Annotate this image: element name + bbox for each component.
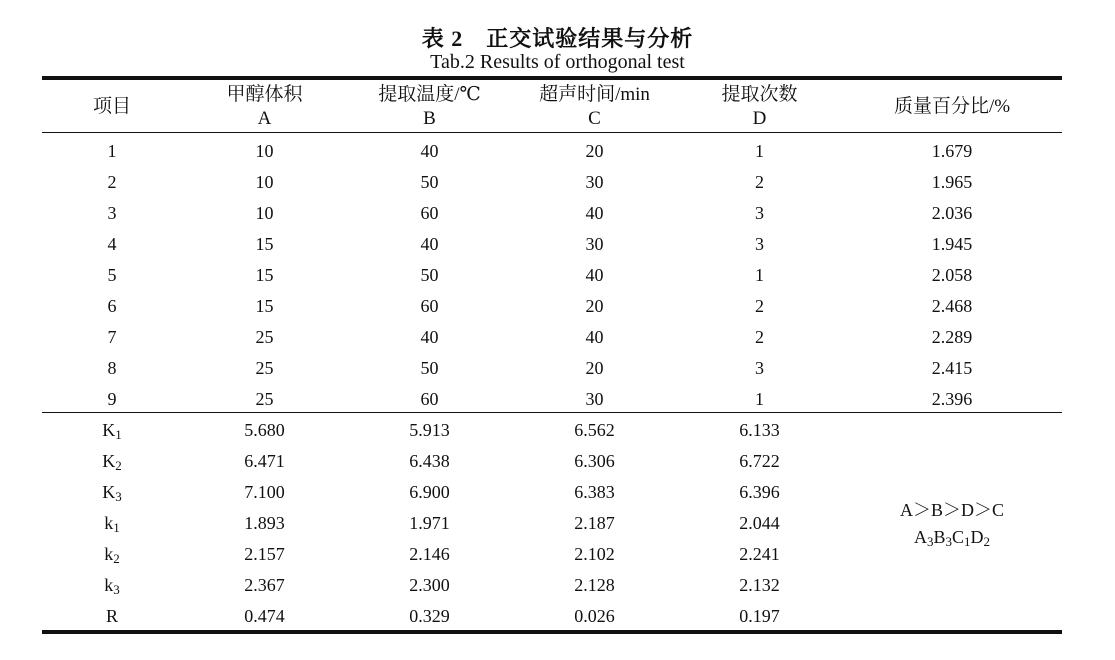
table-cell: 25 — [255, 327, 274, 347]
table-cell: 40 — [420, 141, 439, 161]
table-cell: 2.415 — [931, 358, 973, 378]
table-cell: 4 — [107, 234, 117, 254]
table-cell: 1.945 — [931, 234, 973, 254]
table-cell: 25 — [255, 389, 274, 409]
stats-label: $K_1$ — [102, 420, 122, 442]
table-cell: 1 — [107, 141, 117, 161]
table-row — [42, 229, 1062, 260]
top-rule — [42, 76, 1062, 80]
table-cell: 60 — [420, 296, 439, 316]
table-title-en: Tab.2 Results of orthogonal test — [430, 51, 685, 73]
table-cell: 30 — [585, 172, 604, 192]
stats-cell: 6.383 — [574, 482, 615, 502]
table-cell: 30 — [585, 389, 604, 409]
table-cell: 2.468 — [931, 296, 973, 316]
table-cell: 20 — [585, 141, 604, 161]
header-divider — [42, 132, 1062, 133]
stats-label: $k_2$ — [104, 544, 120, 566]
stats-cell: 0.026 — [574, 606, 615, 626]
table-cell: 1 — [755, 265, 764, 285]
table-cell: 2 — [755, 327, 764, 347]
stats-cell: 2.367 — [244, 575, 285, 595]
table-cell: 15 — [255, 234, 274, 254]
table-cell: 7 — [107, 327, 117, 347]
experiment-rows — [42, 136, 1062, 415]
table-cell: 3 — [755, 203, 764, 223]
header-cell-d: 提取次数 D — [721, 84, 798, 129]
table-cell: 20 — [585, 358, 604, 378]
header-cell-mass-percent: 质量百分比/% — [893, 96, 1011, 117]
table-cell: 9 — [107, 389, 117, 409]
table-row — [42, 167, 1062, 198]
table-cell: 40 — [420, 327, 439, 347]
table-cell: 15 — [255, 296, 274, 316]
table-cell: 5 — [107, 265, 117, 285]
stats-cell: 2.300 — [409, 575, 450, 595]
header-cell-item: 项目 — [92, 96, 131, 117]
stats-label: $k_1$ — [104, 513, 120, 535]
table-cell: 30 — [585, 234, 604, 254]
table-row — [42, 353, 1062, 384]
stats-cell: 2.146 — [409, 544, 450, 564]
stats-cell: 0.197 — [739, 606, 780, 626]
stats-cell: 2.102 — [574, 544, 615, 564]
table-cell: 1 — [755, 389, 764, 409]
table-cell: 2 — [755, 296, 764, 316]
table-cell: 8 — [107, 358, 117, 378]
table-cell: 1.965 — [931, 172, 973, 192]
table-cell: 60 — [420, 389, 439, 409]
stats-label: $K_2$ — [102, 451, 122, 473]
stats-rows — [42, 415, 1062, 632]
table-cell: 40 — [585, 203, 604, 223]
table-row — [42, 260, 1062, 291]
stats-row — [42, 415, 1062, 446]
table-cell: 2.058 — [931, 265, 973, 285]
stats-divider — [42, 412, 1062, 413]
header-cell-b: 提取温度/℃ B — [378, 84, 481, 129]
table-cell: 2 — [107, 172, 117, 192]
table-cell: 1 — [755, 141, 764, 161]
factor-order: A＞B＞D＞C — [899, 499, 1004, 520]
table-cell: 2 — [755, 172, 764, 192]
table-row — [42, 136, 1062, 167]
stats-cell: 0.329 — [409, 606, 450, 626]
stats-cell: 5.680 — [244, 420, 285, 440]
stats-cell: 2.241 — [739, 544, 780, 564]
table-cell: 50 — [420, 358, 439, 378]
table-cell: 40 — [420, 234, 439, 254]
header-cell-a: 甲醇体积 A — [226, 84, 303, 129]
stats-cell: 2.157 — [244, 544, 285, 564]
stats-cell: 2.128 — [574, 575, 615, 595]
table-cell: 2.396 — [931, 389, 973, 409]
bottom-rule — [42, 630, 1062, 634]
table-header — [42, 82, 1062, 132]
table-cell: 3 — [107, 203, 117, 223]
table-cell: 3 — [755, 358, 764, 378]
table-cell: 50 — [420, 265, 439, 285]
stats-cell: 6.900 — [409, 482, 450, 502]
stats-cell: 6.562 — [574, 420, 615, 440]
table-cell: 60 — [420, 203, 439, 223]
table-row — [42, 384, 1062, 415]
stats-cell: 2.044 — [739, 513, 780, 533]
stats-cell: 2.187 — [574, 513, 615, 533]
optimal-combination: $A_3B_3C_1D_2$ — [913, 526, 991, 549]
stats-label: $k_3$ — [104, 575, 120, 597]
stats-cell: 6.396 — [739, 482, 780, 502]
stats-cell: 1.893 — [244, 513, 285, 533]
stats-cell: 6.438 — [409, 451, 450, 471]
stats-cell: 6.722 — [739, 451, 780, 471]
table-cell: 40 — [585, 327, 604, 347]
table-cell: 10 — [255, 203, 274, 223]
stats-cell: 1.971 — [409, 513, 450, 533]
table-cell: 10 — [255, 141, 274, 161]
stats-cell: 7.100 — [244, 482, 285, 502]
table-cell: 25 — [255, 358, 274, 378]
table-row — [42, 322, 1062, 353]
table-cell: 3 — [755, 234, 764, 254]
stats-label: R — [105, 606, 118, 626]
stats-cell: 5.913 — [409, 420, 450, 440]
table-title-zh: 表 2 正交试验结果与分析 — [421, 26, 694, 51]
stats-cell: 6.133 — [739, 420, 780, 440]
table-cell: 10 — [255, 172, 274, 192]
stats-cell: 0.474 — [244, 606, 285, 626]
table-cell: 1.679 — [931, 141, 973, 161]
stats-cell: 2.132 — [739, 575, 780, 595]
table-row — [42, 291, 1062, 322]
table-cell: 6 — [107, 296, 117, 316]
stats-cell: 6.306 — [574, 451, 615, 471]
table-row — [42, 198, 1062, 229]
stats-cell: 6.471 — [244, 451, 285, 471]
table-cell: 15 — [255, 265, 274, 285]
table-cell: 2.036 — [931, 203, 973, 223]
header-cell-c: 超声时间/min C — [539, 84, 650, 129]
conclusion-cell — [842, 415, 1062, 632]
stats-label: $K_3$ — [102, 482, 122, 504]
table-cell: 50 — [420, 172, 439, 192]
table-cell: 20 — [585, 296, 604, 316]
table-cell: 40 — [585, 265, 604, 285]
table-cell: 2.289 — [931, 327, 973, 347]
